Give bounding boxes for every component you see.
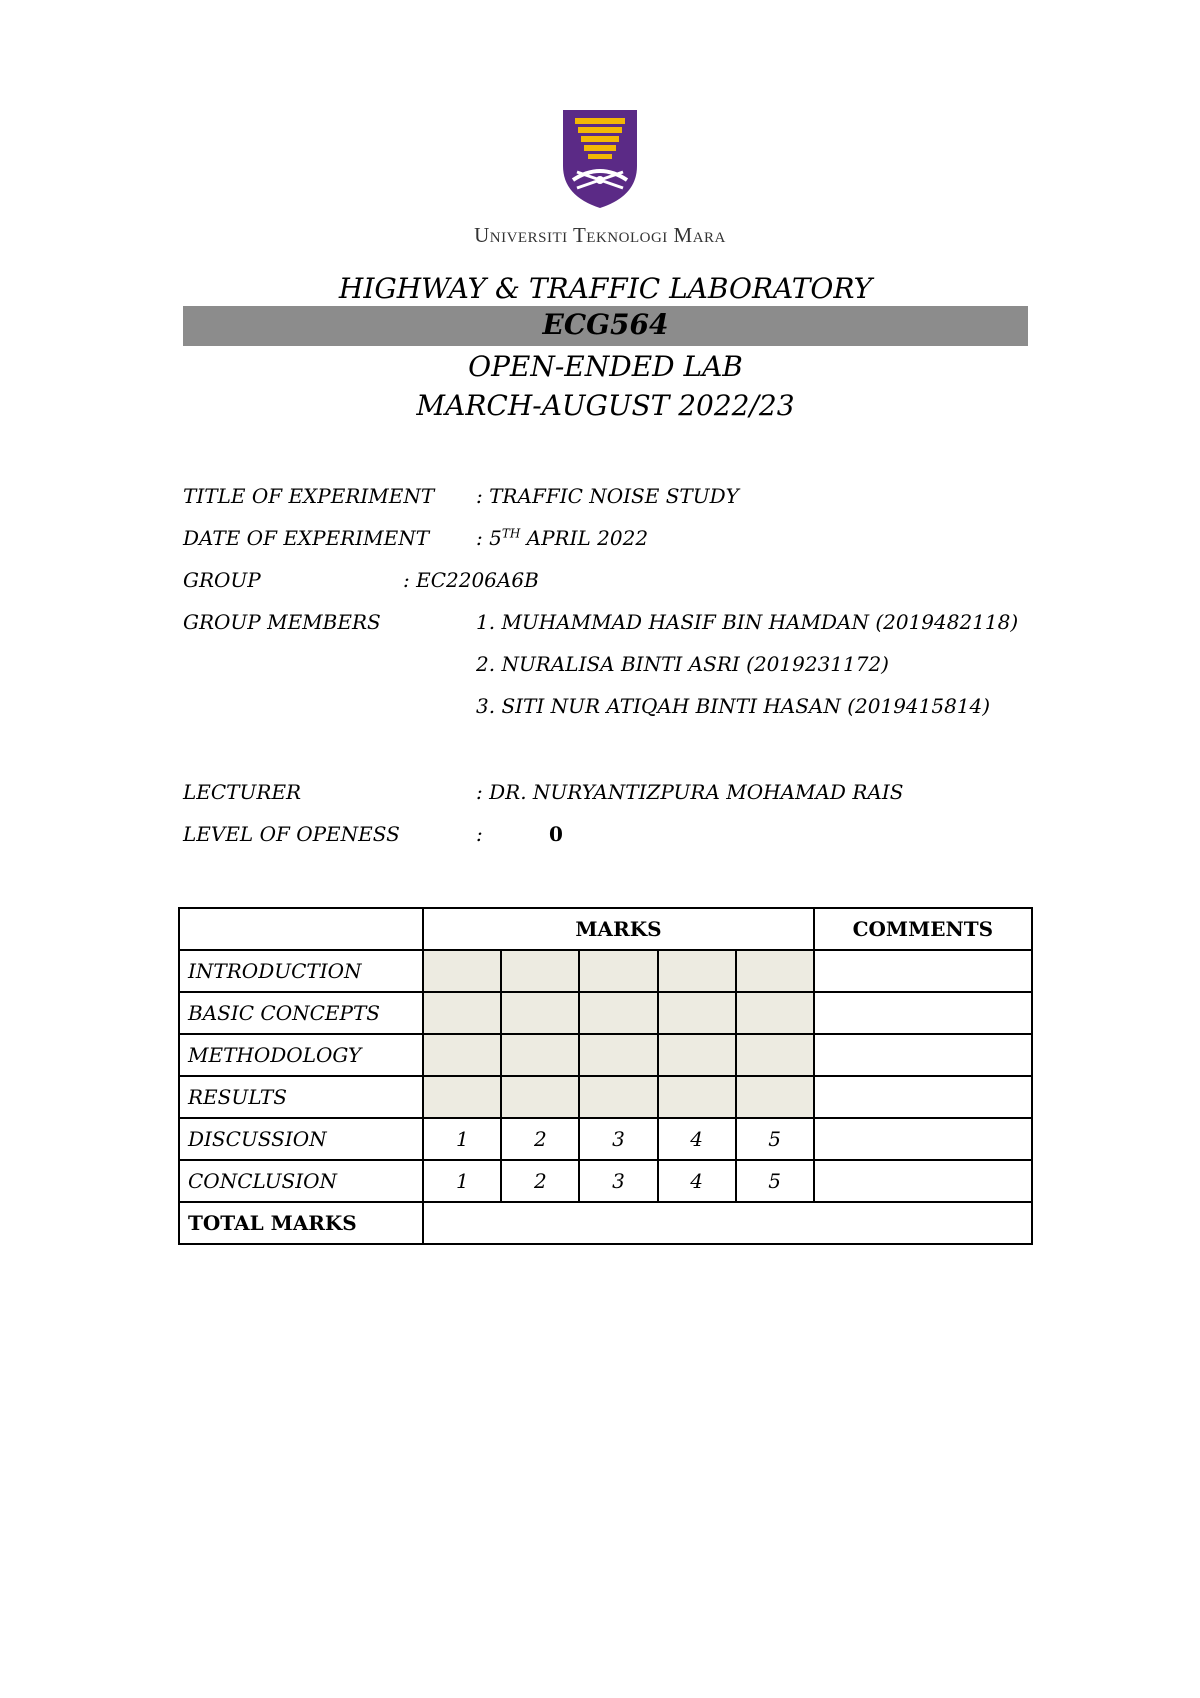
criterion-label: DISCUSSION [179, 1118, 423, 1160]
date-label: DATE OF EXPERIMENT [183, 526, 430, 550]
comment-cell[interactable] [814, 1118, 1032, 1160]
score-option[interactable]: 3 [579, 1118, 657, 1160]
lecturer-label: LECTURER [183, 780, 302, 804]
group-value: : EC2206A6B [403, 568, 539, 592]
lab-type: OPEN-ENDED LAB [468, 350, 743, 383]
semester: MARCH-AUGUST 2022/23 [416, 389, 795, 422]
mark-cell[interactable] [423, 992, 501, 1034]
mark-cell[interactable] [736, 992, 814, 1034]
score-option[interactable]: 2 [501, 1160, 579, 1202]
logo-block [0, 108, 1200, 214]
score-option[interactable]: 1 [423, 1118, 501, 1160]
criterion-label: BASIC CONCEPTS [179, 992, 423, 1034]
mark-cell[interactable] [501, 1076, 579, 1118]
score-option[interactable]: 3 [579, 1160, 657, 1202]
mark-cell[interactable] [579, 950, 657, 992]
comment-cell[interactable] [814, 1076, 1032, 1118]
lab-title: HIGHWAY & TRAFFIC LABORATORY [338, 272, 873, 305]
mark-cell[interactable] [501, 950, 579, 992]
criterion-label: CONCLUSION [179, 1160, 423, 1202]
mark-cell[interactable] [736, 1076, 814, 1118]
table-row [179, 950, 1032, 992]
mark-cell[interactable] [423, 1034, 501, 1076]
score-option[interactable]: 1 [423, 1160, 501, 1202]
openness-value: 0 [549, 822, 563, 846]
mark-cell[interactable] [658, 1076, 736, 1118]
date-value: : 5TH APRIL 2022 [476, 526, 649, 550]
table-header-row [179, 908, 1032, 950]
table-row [179, 1034, 1032, 1076]
members-label: GROUP MEMBERS [183, 610, 381, 634]
mark-cell[interactable] [423, 1076, 501, 1118]
openness-colon: : [476, 822, 483, 846]
score-option[interactable]: 2 [501, 1118, 579, 1160]
score-option[interactable]: 5 [736, 1160, 814, 1202]
comment-cell[interactable] [814, 992, 1032, 1034]
mark-cell[interactable] [658, 950, 736, 992]
mark-cell[interactable] [658, 1034, 736, 1076]
uitm-crest-icon [561, 108, 639, 210]
criterion-label: INTRODUCTION [179, 950, 423, 992]
score-option[interactable]: 4 [658, 1160, 736, 1202]
mark-cell[interactable] [501, 992, 579, 1034]
course-code: ECG564 [542, 308, 669, 341]
member-item: 3. SITI NUR ATIQAH BINTI HASAN (2019415814) [476, 694, 991, 718]
score-option[interactable]: 4 [658, 1118, 736, 1160]
group-label: GROUP [183, 568, 261, 592]
mark-cell[interactable] [658, 992, 736, 1034]
openness-label: LEVEL OF OPENESS [183, 822, 400, 846]
title-value: : TRAFFIC NOISE STUDY [476, 484, 739, 508]
comment-cell[interactable] [814, 950, 1032, 992]
total-marks-cell[interactable] [423, 1202, 1032, 1244]
criterion-label: METHODOLOGY [179, 1034, 423, 1076]
criterion-label: RESULTS [179, 1076, 423, 1118]
table-row [179, 1160, 1032, 1202]
table-row [179, 992, 1032, 1034]
comment-cell[interactable] [814, 1034, 1032, 1076]
comment-cell[interactable] [814, 1160, 1032, 1202]
table-row [179, 1118, 1032, 1160]
mark-cell[interactable] [579, 992, 657, 1034]
mark-cell[interactable] [736, 1034, 814, 1076]
university-name: Universiti Teknologi Mara [474, 223, 726, 247]
member-item: 1. MUHAMMAD HASIF BIN HAMDAN (2019482118) [476, 610, 1019, 634]
mark-cell[interactable] [579, 1034, 657, 1076]
mark-cell[interactable] [736, 950, 814, 992]
member-item: 2. NURALISA BINTI ASRI (2019231172) [476, 652, 889, 676]
marks-header: MARKS [423, 908, 813, 950]
mark-cell[interactable] [423, 950, 501, 992]
total-marks-label: TOTAL MARKS [179, 1202, 423, 1244]
total-row [179, 1202, 1032, 1244]
comments-header: COMMENTS [814, 908, 1032, 950]
lecturer-value: : DR. NURYANTIZPURA MOHAMAD RAIS [476, 780, 904, 804]
score-option[interactable]: 5 [736, 1118, 814, 1160]
table-corner-cell [179, 908, 423, 950]
mark-cell[interactable] [501, 1034, 579, 1076]
mark-cell[interactable] [579, 1076, 657, 1118]
marks-table [178, 907, 1033, 1245]
table-row [179, 1076, 1032, 1118]
title-label: TITLE OF EXPERIMENT [183, 484, 435, 508]
